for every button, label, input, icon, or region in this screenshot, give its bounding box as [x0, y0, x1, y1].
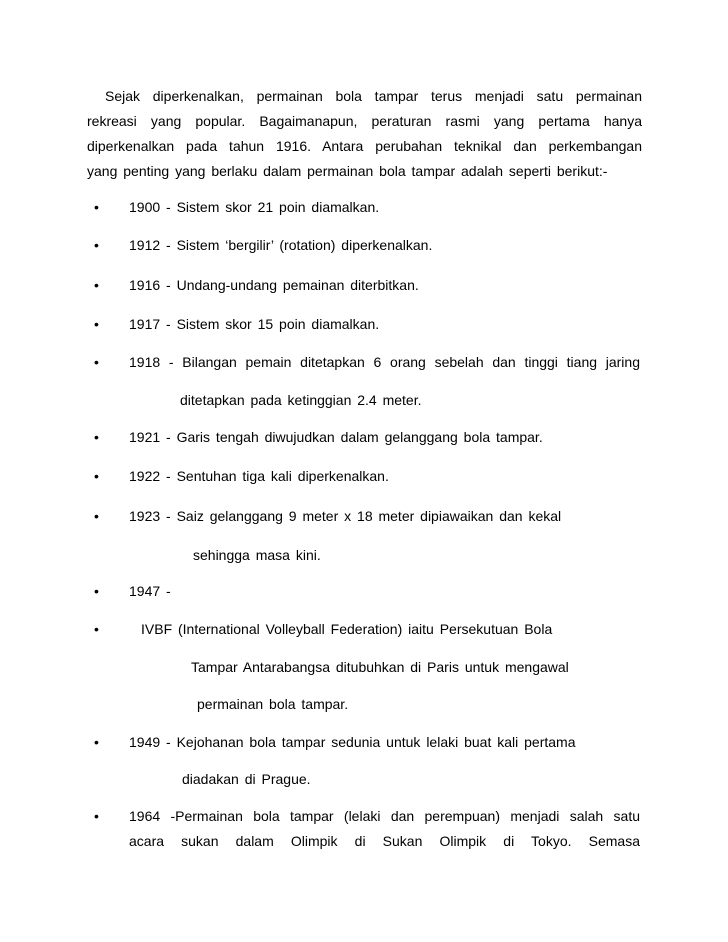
list-item-ivbf-cont-2: permainan bola tampar. [197, 696, 349, 712]
list-item-1918-cont: ditetapkan pada ketinggian 2.4 meter. [180, 392, 422, 408]
bullet-icon: • [94, 316, 99, 332]
list-item-1949: 1949 - Kejohanan bola tampar sedunia untuk lelaki buat kali pertama [129, 734, 576, 750]
list-item-ivbf: IVBF (International Volleyball Federation) iaitu Persekutuan Bola [141, 621, 553, 637]
bullet-icon: • [94, 277, 99, 293]
list-item-1949-cont: diadakan di Prague. [182, 771, 311, 787]
list-item-1917: 1917 - Sistem skor 15 poin diamalkan. [129, 316, 380, 332]
intro-line-3: diperkenalkan pada tahun 1916. Antara perubahan teknikal dan perkembangan [87, 138, 642, 154]
intro-line-4: yang penting yang berlaku dalam permainan bola tampar adalah seperti berikut:- [87, 163, 608, 179]
bullet-icon: • [94, 429, 99, 445]
bullet-icon: • [94, 199, 99, 215]
bullet-icon: • [94, 468, 99, 484]
intro-line-1: Sejak diperkenalkan, permainan bola tampar terus menjadi satu permainan [105, 88, 642, 104]
list-item-1947: 1947 - [129, 583, 171, 599]
list-item-1900: 1900 - Sistem skor 21 poin diamalkan. [129, 199, 380, 215]
bullet-icon: • [94, 583, 99, 599]
list-item-1912: 1912 - Sistem ‘bergilir’ (rotation) diperkenalkan. [129, 237, 433, 253]
bullet-icon: • [94, 808, 99, 824]
list-item-1964-cont: acara sukan dalam Olimpik di Sukan Olimpik di Tokyo. Semasa [129, 833, 640, 849]
bullet-icon: • [94, 508, 99, 524]
list-item-1918: 1918 - Bilangan pemain ditetapkan 6 orang sebelah dan tinggi tiang jaring [129, 354, 640, 370]
bullet-icon: • [94, 621, 99, 637]
list-item-1922: 1922 - Sentuhan tiga kali diperkenalkan. [129, 468, 389, 484]
intro-line-2: rekreasi yang popular. Bagaimanapun, peraturan rasmi yang pertama hanya [87, 113, 642, 129]
bullet-icon: • [94, 734, 99, 750]
list-item-1923: 1923 - Saiz gelanggang 9 meter x 18 meter dipiawaikan dan kekal [129, 508, 562, 524]
bullet-icon: • [94, 237, 99, 253]
list-item-1923-cont: sehingga masa kini. [193, 547, 321, 563]
list-item-1921: 1921 - Garis tengah diwujudkan dalam gelanggang bola tampar. [129, 429, 543, 445]
list-item-1916: 1916 - Undang-undang pemainan diterbitkan. [129, 277, 419, 293]
bullet-icon: • [94, 354, 99, 370]
list-item-ivbf-cont-1: Tampar Antarabangsa ditubuhkan di Paris untuk mengawal [191, 659, 569, 675]
list-item-1964: 1964 -Permainan bola tampar (lelaki dan perempuan) menjadi salah satu [129, 808, 640, 824]
